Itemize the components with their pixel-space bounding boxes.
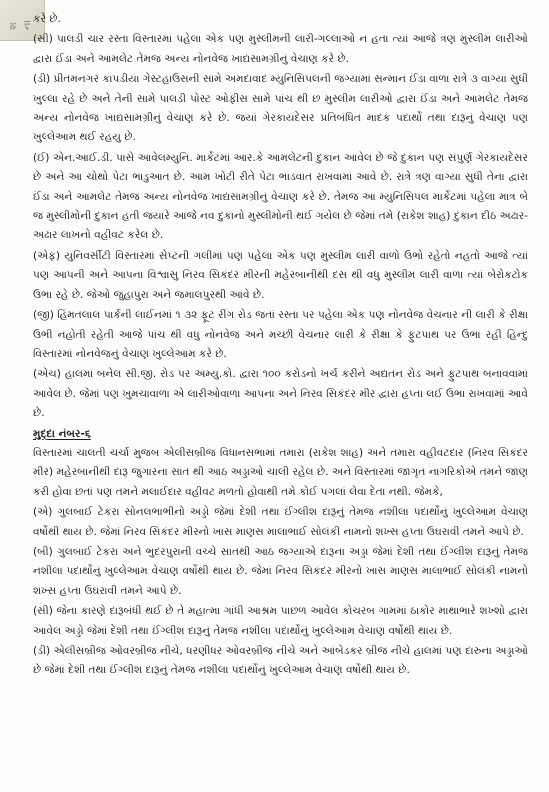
tab-text-1: શ xyxy=(8,22,19,30)
section-heading: મુદ્દા નંબર-૬ xyxy=(33,427,91,440)
tab-text-2: ના xyxy=(22,20,33,30)
paragraph-item-b: (બી) ગુલબાઈ ટેકરા અને ભુદરપુરાની વચ્ચે સાતથી આઠ જગ્યાએ દારૂના અડ્ડા જેમાં દેશી તથા ઈંગ્લીશ દારૂનું તેમજ નશીલા પદાર્થોનું ખુલ્લેઆમ વેચાણ વર્ષોથી થાય છે. જેમાં નિરવ સિકંદર મીરનો ખાસ માણસ માલાભાઈ સોલંકી નામનો શખ્સ હપ્તા ઉઘરાવી તમને આપે છે. xyxy=(33,545,528,597)
paragraph-item-c2: (સી) જેના કારણે દારૂબંધી થઈ છે તે મહાત્મા ગાંધી આશ્રમ પાછળ આવેલ કોચરબ ગામમાં ઠાકોર માથાભારે શખ્શો દ્વારા આવેલ અડ્ડો જેમાં દેશી તથા ઈંગ્લીશ દારૂનું તેમજ નશીલા પદાર્થોનું ખુલ્લેઆમ વેચાણ વર્ષોથી થાય છે. xyxy=(33,605,528,637)
paragraph-section-intro: વિસ્તારમાં ચાલતી ચર્ચા મુજબ એલીસબ્રીજ વિધાનસભામાં તમારા (રાકેશ શાહ) અને તમારા વહીવટદાર (નિરવ સિકંદર મીર) મહેરબાનીથી દારૂ જુગારના સાત થી આઠ અડ્ડાઓ ચાલી રહેલ છે. અને વિસ્તારમાં જાગૃત નાગરિકોએ તમને જાણ કરી હોવા છતાં પણ તમને મલાઈદાર વહીવટ મળતો હોવાથી તમે કોઈ પગલાં લેવા દેતા નથી. જેમકે, xyxy=(33,446,528,498)
paragraph-item-d2: (ડી) એલીસબ્રીજ ઓવરબ્રીજ નીચે, ધરણીધર ઓવરબ્રીજ નીચે અને આંબેડકર બ્રીજ નીચે હાલમાં પણ દારુના અડ્ડાઓ છે જેમાં દેશી તથા ઈંગ્લીશ દારૂનું તેમજ નશીલા પદાર્થોનું ખુલ્લેઆમ વેચાણ વર્ષોથી થાય છે. xyxy=(33,645,528,677)
paragraph-item-f: (એફ) યુનિવર્સીટી વિસ્તારમાં સેપ્ટની ગલીમાં પણ પહેલા એક પણ મુસ્લીમ લારી વાળો ઉભો રહેતો નહતો આજે ત્યાં પણ આપની અને આપના વિશ્વાસુ નિરવ સિકંદર મીરની મહેરબાનીથી દસ થી વધુ મુસ્લીમ લારી વાળા ત્યાં બેરોકટોક ઉભા રહે છે. જેઓ જુહાપુરા અને જમાલપુરથી આવે છે. xyxy=(33,249,528,301)
document-body xyxy=(33,10,528,681)
paragraph-continuation: કરે છે. xyxy=(33,13,61,25)
paragraph-item-d: (ડી) પ્રીતમનગર કાપડીયા ગેસ્ટહાઉસની સામે અમદાવાદ મ્યુનિસિપલની જગ્યામાં સન્માન ઈંડા વાળા રાત્રે ૩ વાગ્યા સુધી ખુલ્લા રહે છે અને તેની સામે પાલડી પોસ્ટ ઓફીસ સામે પાંચ થી છ મુસ્લીમ લારીઓ દ્વારા ઈંડા અને આમલેટ તેમજ અન્ય નોનવેજ ખાદ્યસામગ્રીનું વેચાણ કરે છે. જયાં ગેરકાયદેસર પ્રતિબંધિત માદક પદાર્થો તથા દારૂનું વેચાણ પણ ખુલ્લેઆમ થઈ રહયુ છે. xyxy=(33,73,528,144)
paragraph-item-e: (ઈ) એન.આઈ.ડી. પાસે આવેલમ્યુનિ. માર્કેટમાં આર.કે આમલેટની દુકાન આવેલ છે જે દુકાન પણ સંપુર્ણ ગેરકાયદેસર છે અને આ ચોથો પેટા ભાડુઆત છે. આમ ખોટી રીતે પેટા ભાડવાત રાખવામાં આવે છે. રાત્રે ત્રણ વાગ્યા સુધી તેના દ્વારા ઈંડા અને આમલેટ તેમજ અન્ય નોનવેજ ખાદ્યસામગ્રીનું વેચાણ કરે છે. તેમજ આ મ્યુનિસિપલ માર્કેટમાં પહેલા માત્ર બે જ મુસ્લીમોની દુકાન હતી જયારે આજે નવ દુકાનો મુસ્લીમોની થઈ ગયેલ છે જેમાં તમે (રાકેશ શાહ) દુકાન દીઠ અઢાર- અઢાર લાખનો વહીવટ કરેલ છે. xyxy=(33,151,528,242)
paragraph-item-c: (સી) પાલડી ચાર રસ્તા વિસ્તારમાં પહેલા એક પણ મુસ્લીમની લારી-ગલ્લાઓ ન હતા ત્યાં આજે ત્રણ મુસ્લીમ લારીઓ દ્વારા ઈંડા અને આમલેટ તેમજ અન્ય નોનવેજ ખાદ્યસામગ્રીનું વેચાણ કરે છે. xyxy=(33,33,528,65)
paragraph-item-g: (જી) હિંમતલાલ પાર્કની લાઈનમાં ૧ ૩૨ ફૂટ રીંગ રોડ જતાં રસ્તા પર પહેલા એક પણ નોનવેજ વેચનાર ની લારી કે રીક્ષા ઉભી નહોતી રહેતી આજે પાંચ થી વધુ નોનવેજ અને મચ્છી વેચનાર લારી કે રીક્ષા કે ફુટપાથ પર ઉભા રહી હિન્દુ વિસ્તારમાં નોનવેજનું વેચાણ ખુલ્લેઆમ કરે છે. xyxy=(33,309,528,360)
paragraph-item-a: (એ) ગુલબાઈ ટેકરા સોનલભાભીનો અડ્ડો જેમાં દેશી તથા ઈંગ્લીશ દારૂનું તેમજ નશીલા પદાર્થોનું ખુલ્લેઆમ વેચાણ વર્ષોથી થાય છે. જેમાં નિરવ સિકંદર મીરનો ખાસ માણસ માલાભાઈ સોલંકી નામનો શખ્સ હપ્તા ઉઘરાવી તમને આપે છે. xyxy=(33,506,528,538)
paragraph-item-h: (એચ) હાલમાં બનેલ સી.જી. રોડ પર અમ્યુ.કો. દ્વારા ૧૦૦ કરોડનો ખર્ચ કરીને અદ્યતન રોડ અને ફુટપાથ બનાવવામાં આવેલ છે. જેમાં પણ ખુમચાવાળા એ લારીઓવાળા આપના અને નિરવ સિકંદર મીર દ્વારા હપ્તા લઈ ઉભા રાખવામાં આવે છે. xyxy=(33,368,528,420)
